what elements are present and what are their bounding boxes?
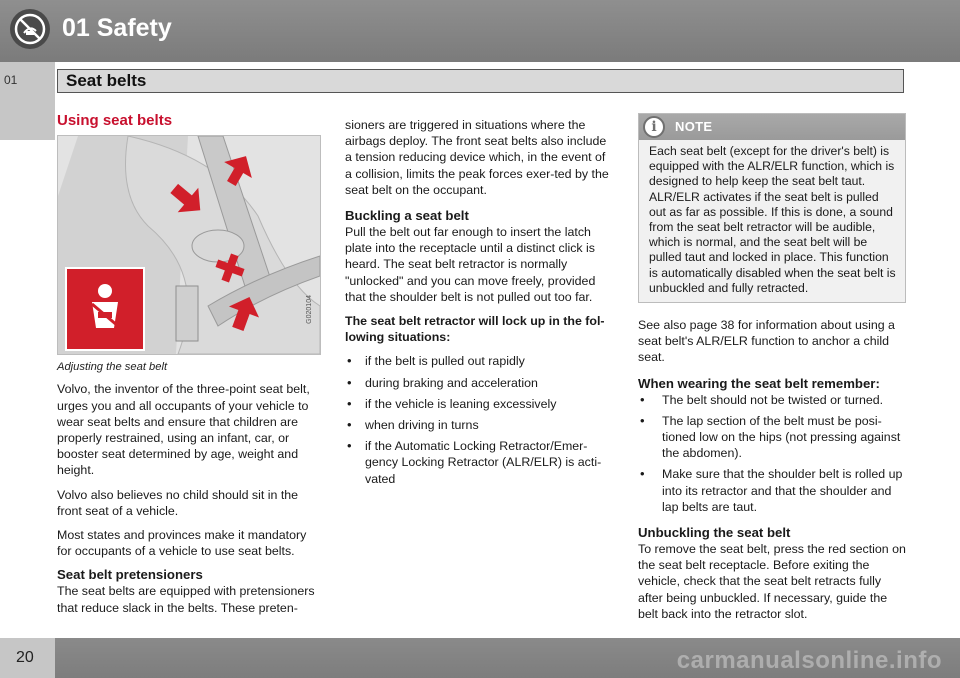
- section-title: Seat belts: [66, 71, 147, 90]
- chapter-tab: [0, 62, 55, 140]
- bold-intro: The seat belt retractor will lock up in the fol-lowing situations:: [345, 314, 605, 345]
- no-seatbelt-warning-icon: [10, 9, 50, 49]
- note-box: [638, 113, 906, 303]
- heading-using-seat-belts: Using seat belts: [57, 112, 173, 129]
- chapter-header: [0, 0, 960, 62]
- paragraph: Volvo also believes no child should sit in the front seat of a vehicle.: [57, 487, 299, 518]
- paragraph: sioners are triggered in situations where the airbags deploy. The front seat belts also include a tension reducing device which, in the event of a collision, limits the peak forces exer-ted by the seat belt on the occupant.: [345, 118, 609, 197]
- seat-belt-illustration: [57, 135, 321, 355]
- list-item: • if the Automatic Locking Retractor/Emer-gency Locking Retractor (ALR/ELR) is acti-vated: [345, 438, 613, 487]
- page-number: 20: [16, 649, 34, 666]
- image-code: G020104: [305, 295, 313, 325]
- list-item: • when driving in turns: [345, 417, 613, 433]
- paragraph: Most states and provinces make it mandatory for occupants of a vehicle to use seat belts.: [57, 528, 307, 559]
- remember-list: [638, 392, 906, 515]
- column-3: [638, 113, 906, 630]
- list-item: • The belt should not be twisted or turned.: [638, 392, 906, 408]
- list-item: • if the vehicle is leaning excessively: [345, 396, 613, 412]
- paragraph: See also page 38 for information about using a seat belt's ALR/ELR function to anchor a child seat.: [638, 318, 895, 365]
- paragraph: Pull the belt out far enough to insert the latch plate into the receptacle until a distinct click is heard. The seat belt retractor is normally "unlocked" and you can move freely, provided that the shoulder belt is not pulled out too far.: [345, 225, 596, 304]
- heading-pretensioners: Seat belt pretensioners: [57, 567, 203, 583]
- page-footer: [0, 638, 960, 678]
- heading-remember: When wearing the seat belt remember:: [638, 375, 880, 391]
- column-2: [345, 117, 613, 492]
- lock-conditions-list: [345, 353, 613, 486]
- page-number-tab: [0, 638, 55, 678]
- chapter-tab-label: 01: [4, 73, 18, 87]
- list-item: • during braking and acceleration: [345, 375, 613, 391]
- list-item: • The lap section of the belt must be posi-tioned low on the hips (not pressing against the abdomen).: [638, 413, 906, 462]
- note-header: [639, 114, 905, 140]
- list-item: • if the belt is pulled out rapidly: [345, 353, 613, 369]
- column-1: [57, 113, 321, 624]
- figure-caption: Adjusting the seat belt: [57, 361, 168, 374]
- paragraph: Volvo, the inventor of the three-point seat belt, urges you and all occupants of your vehicle to wear seat belts and ensure that children are properly restrained, using an infant, car, or booster seat determined by age, weight and height.: [57, 382, 310, 478]
- note-label: NOTE: [675, 119, 713, 134]
- note-text: Each seat belt (except for the driver's belt) is equipped with the ALR/ELR function, which is designed to help keep the seat belt taut. ALR/ELR activates if the seat belt is pulled out as far as possible. If this is done, a sound from the seat belt retractor will be audible, which is normal, and the seat belt will be pulled taut and locked in place. This function is automatically disabled when the seat belt is unbuckled and fully retracted.: [649, 144, 896, 295]
- section-title-bar: [57, 69, 904, 93]
- heading-buckling: Buckling a seat belt: [345, 208, 469, 224]
- chapter-title: 01 Safety: [62, 14, 172, 42]
- info-icon: i: [643, 116, 665, 138]
- paragraph: To remove the seat belt, press the red section on the seat belt receptacle. Before exiting the vehicle, check that the seat belt retracts fully after being unbuckled. If necessary, guide the belt back into the retractor slot.: [638, 542, 906, 621]
- watermark: carmanualsonline.info: [676, 647, 942, 674]
- paragraph: The seat belts are equipped with pretensioners that reduce slack in the belts. These preten-: [57, 584, 315, 615]
- list-item: • Make sure that the shoulder belt is rolled up into its retractor and that the shoulder and lap belts are taut.: [638, 466, 906, 515]
- heading-unbuckling: Unbuckling the seat belt: [638, 525, 791, 541]
